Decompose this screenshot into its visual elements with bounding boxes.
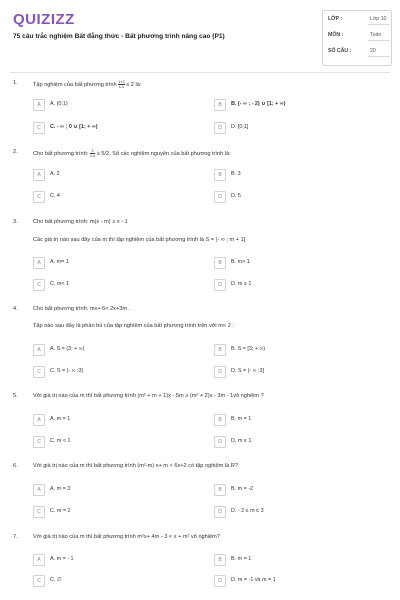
option-text: A. S = (3; + ∞) — [50, 346, 85, 352]
question-text-before: Tập nghiệm của bất phương trình — [33, 81, 117, 88]
question-number: 2. — [13, 149, 18, 155]
option-text: A. 2 — [50, 171, 60, 177]
question-number: 4. — [13, 306, 18, 312]
option-text: B. m> 1 — [231, 259, 250, 265]
option-letter-box: A — [33, 554, 45, 566]
option-letter-box: D — [214, 506, 226, 518]
option-text: B. (- ∞ ; - 2) ∪ [1; + ∞) — [231, 101, 286, 107]
question-text — [33, 149, 231, 158]
option-text: B. m = -2 — [231, 486, 254, 492]
option-text: A. m= 1 — [50, 259, 69, 265]
fraction-denominator: x-1 — [118, 85, 125, 89]
option-text: B. S = [3; + ∞) — [231, 346, 266, 352]
option-text: C. S = (- ∞ ;3) — [50, 368, 84, 374]
option-letter-box: B — [214, 484, 226, 496]
option-text: D. 5 — [231, 193, 241, 199]
option-text: A. m = 1 — [50, 416, 71, 422]
question-number: 3. — [13, 219, 18, 225]
option-text: C. m< 1 — [50, 281, 70, 287]
option-text: B. 3 — [231, 171, 241, 177]
question-text: Cho bất phương trình: mx+ 6< 2x+3m . — [33, 306, 131, 312]
option-letter-box: D — [214, 191, 226, 203]
question-text-after: ≥ 5/2. Số các nghiệm nguyên của bất phương trình là: — [96, 150, 231, 157]
question-text — [33, 80, 141, 89]
option-text: D. m ≥ 1 — [231, 281, 252, 287]
meta-subject — [328, 32, 388, 44]
fraction — [118, 80, 124, 89]
option-text: D. - 2 ≤ m ≤ 3 — [231, 508, 264, 514]
option-letter-box: A — [33, 344, 45, 356]
question-number: 6. — [13, 463, 18, 469]
meta-class-value: Lớp 10 — [370, 16, 387, 22]
option-text: D. S = (- ∞ ;3] — [231, 368, 265, 374]
option-letter-box: B — [214, 414, 226, 426]
option-letter-box: D — [214, 122, 226, 134]
option-letter-box: A — [33, 414, 45, 426]
quiz-title: 75 câu trắc nghiệm Bất đẳng thức - Bất phương trình nâng cao (P1) — [13, 33, 225, 40]
question-number: 5. — [13, 393, 18, 399]
worksheet-header — [0, 0, 400, 72]
option-letter-box: C — [33, 191, 45, 203]
meta-line — [368, 56, 390, 57]
quizizz-logo: QUIZIZZ — [13, 11, 75, 28]
option-text: C. - ∞ ; 0 ∪ [1; + ∞) — [50, 124, 98, 130]
meta-line — [368, 40, 390, 41]
question-text: Với giá trị nào của m thì bất phương trình m²x+ 4m - 3 < x + m² vô nghiệm? — [33, 534, 220, 540]
question-text-line2: Các giá trị nào sau đây của m thì tập nghiệm của bất phương trình là S = (- ∞ ; m + 1] — [33, 237, 246, 243]
option-letter-box: B — [214, 554, 226, 566]
option-letter-box: C — [33, 122, 45, 134]
option-text: A. (0;1) — [50, 101, 68, 107]
option-letter-box: D — [214, 366, 226, 378]
question-text-line2: Tập nào sau đây là phần bù của tập nghiệm của bất phương trình trên với m< 2 : — [33, 323, 234, 329]
option-text: C. m < 1 — [50, 438, 71, 444]
option-text: D. m = -1 và m = 1 — [231, 577, 276, 583]
option-text: A. m = 3 — [50, 486, 71, 492]
option-text: A. m = - 1 — [50, 556, 74, 562]
fraction — [90, 149, 95, 158]
fraction-numerator: 2 — [91, 149, 94, 153]
option-letter-box: A — [33, 484, 45, 496]
option-text: B. m = 1 — [231, 416, 252, 422]
option-letter-box: C — [33, 506, 45, 518]
meta-box — [322, 10, 392, 66]
meta-class — [328, 16, 388, 28]
question-number: 1. — [13, 80, 18, 86]
option-letter-box: C — [33, 366, 45, 378]
option-letter-box: D — [214, 575, 226, 587]
option-text: B. m = 1 — [231, 556, 252, 562]
option-letter-box: B — [214, 99, 226, 111]
meta-subject-value: Toán — [370, 32, 382, 38]
question-text-after: ≤ 2 là: — [126, 81, 142, 88]
question-number: 7. — [13, 534, 18, 540]
question-text: Với giá trị nào của m thì bất phương trình (m²-m) x+ m < 6x+2 có tập nghiệm là R? — [33, 463, 238, 469]
option-letter-box: C — [33, 436, 45, 448]
option-letter-box: B — [214, 257, 226, 269]
meta-subject-label: MÔN : — [328, 32, 344, 38]
option-letter-box: A — [33, 257, 45, 269]
meta-class-label: LỚP : — [328, 16, 343, 22]
option-text: D. m ≤ 1 — [231, 438, 252, 444]
option-letter-box: C — [33, 575, 45, 587]
option-letter-box: A — [33, 169, 45, 181]
question-text-before: Cho bất phương trình: — [33, 150, 89, 157]
option-text: D. [0;1] — [231, 124, 249, 130]
option-text: C. m = 2 — [50, 508, 71, 514]
option-letter-box: D — [214, 436, 226, 448]
fraction-numerator: 1+2 — [118, 80, 125, 84]
header-divider — [10, 72, 390, 73]
meta-line — [368, 24, 390, 25]
option-letter-box: C — [33, 279, 45, 291]
meta-count — [328, 48, 388, 60]
option-letter-box: B — [214, 344, 226, 356]
meta-count-label: SỐ CÂU : — [328, 48, 352, 54]
option-letter-box: D — [214, 279, 226, 291]
meta-count-value: 20 — [370, 48, 376, 54]
option-letter-box: B — [214, 169, 226, 181]
option-letter-box: A — [33, 99, 45, 111]
option-text: C. ∅ — [50, 577, 62, 583]
fraction-denominator: 1-x — [89, 154, 96, 158]
question-text: Cho bất phương trình: m(x - m) ≥ x - 1 — [33, 219, 128, 225]
question-text: Với giá trị nào của m thì bất phương trình (m² + m + 1)x - 5m ≥ (m² + 2)x - 3m - 1vô nghiệm ? — [33, 393, 264, 399]
option-text: C. 4 — [50, 193, 60, 199]
